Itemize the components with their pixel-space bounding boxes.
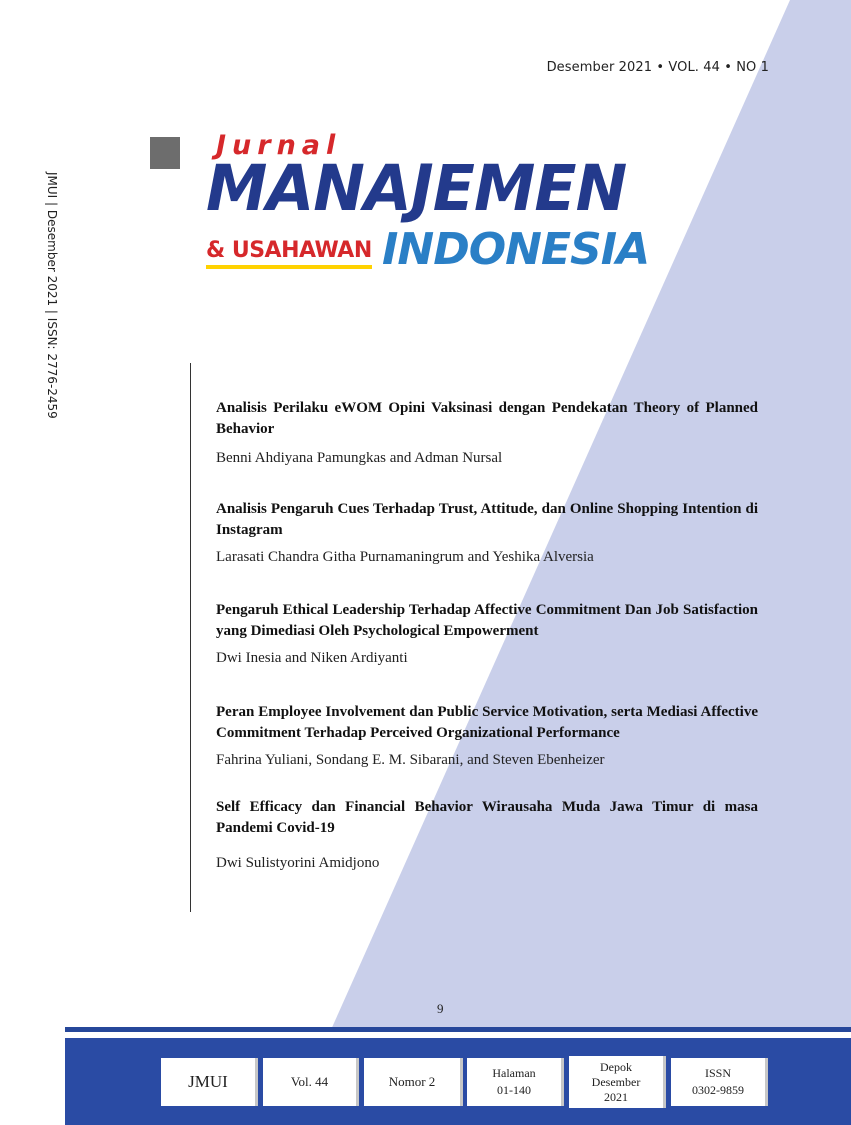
spine-label: JMUI | Desember 2021 | ISSN: 2776-2459: [45, 172, 59, 419]
footer-month: Desember: [591, 1074, 641, 1089]
issue-info: Desember 2021 • VOL. 44 • NO 1: [546, 60, 769, 75]
footer-journal-box: [161, 1058, 255, 1106]
divider-line: [190, 363, 191, 912]
footer-number-box: [364, 1058, 460, 1106]
footer-volume-box: [263, 1058, 356, 1106]
footer-pages-value: 01-140: [497, 1083, 531, 1097]
footer-issn-value: 0302-9859: [692, 1083, 744, 1097]
footer-number: Nomor 2: [388, 1074, 436, 1089]
article-title[interactable]: Peran Employee Involvement dan Public Service Motivation, serta Mediasi Affective Commitment Terhadap Perceived Organizational Performance: [216, 704, 758, 741]
footer-stripe: [65, 1027, 851, 1032]
article-title[interactable]: Self Efficacy dan Financial Behavior Wirausaha Muda Jawa Timur di masa Pandemi Covid-19: [216, 799, 758, 836]
spine-text: [45, 172, 59, 432]
article-authors: Benni Ahdiyana Pamungkas and Adman Nursal: [216, 450, 503, 466]
footer-date-box: [569, 1056, 663, 1108]
logo-jurnal: Jurnal: [216, 130, 342, 161]
article-title[interactable]: Pengaruh Ethical Leadership Terhadap Affective Commitment Dan Job Satisfaction yang Dimediasi Oleh Psychological Empowerment: [216, 602, 758, 639]
logo-square: [150, 137, 180, 169]
footer-journal: JMUI: [188, 1072, 228, 1091]
logo-indonesia: INDONESIA: [382, 224, 650, 275]
article-item[interactable]: [216, 702, 758, 770]
article-item[interactable]: [216, 600, 758, 668]
footer-issn-box: [671, 1058, 765, 1106]
footer-pages-label: Halaman: [492, 1066, 536, 1080]
logo-usahawan: & USAHAWAN: [206, 238, 372, 269]
article-title[interactable]: Analisis Perilaku eWOM Opini Vaksinasi dengan Pendekatan Theory of Planned Behavior: [216, 400, 758, 437]
page-number: 9: [437, 1001, 444, 1016]
footer-issn-label: ISSN: [704, 1066, 731, 1080]
article-authors: Dwi Inesia and Niken Ardiyanti: [216, 650, 408, 666]
footer-pages-box: [467, 1058, 561, 1106]
footer-place: Depok: [600, 1059, 632, 1074]
article-item[interactable]: [216, 797, 758, 873]
article-item[interactable]: [216, 398, 758, 468]
article-item[interactable]: [216, 499, 758, 567]
article-title[interactable]: Analisis Pengaruh Cues Terhadap Trust, Attitude, dan Online Shopping Intention di Instagram: [216, 501, 758, 538]
footer-year: 2021: [604, 1089, 628, 1104]
logo-manajemen: MANAJEMEN: [206, 152, 627, 225]
article-authors: Dwi Sulistyorini Amidjono: [216, 855, 380, 871]
footer-volume: Vol. 44: [290, 1074, 329, 1089]
article-authors: Fahrina Yuliani, Sondang E. M. Sibarani, and Steven Ebenheizer: [216, 752, 605, 768]
article-authors: Larasati Chandra Githa Purnamaningrum and Yeshika Alversia: [216, 549, 594, 565]
